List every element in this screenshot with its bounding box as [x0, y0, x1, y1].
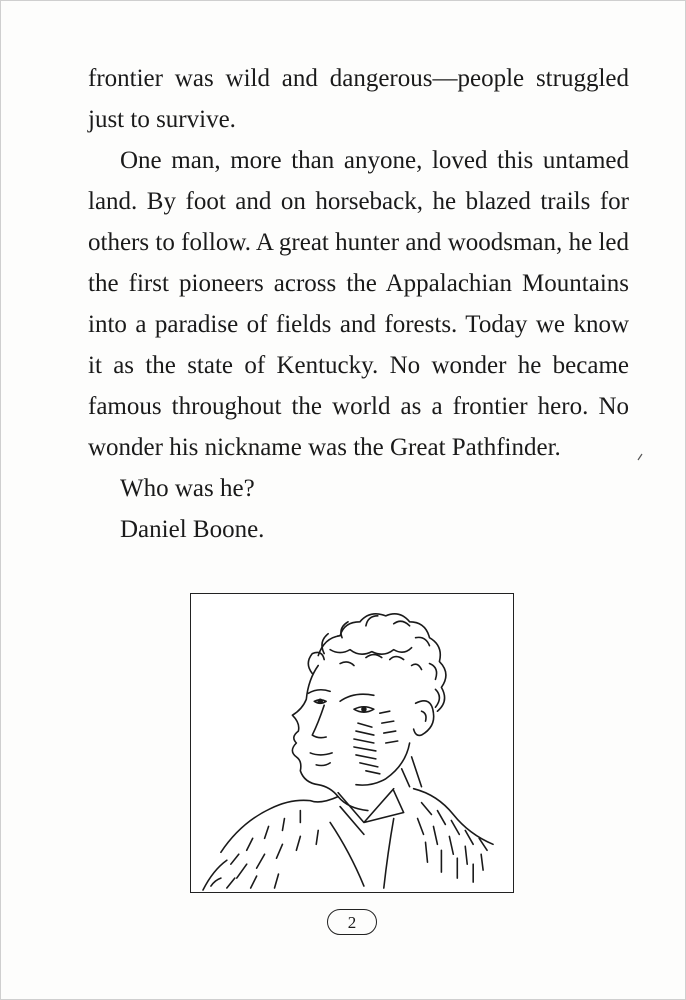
page-number-text: 2	[347, 912, 357, 932]
body-text	[88, 58, 629, 550]
paragraph-3: Who was he?	[120, 475, 255, 502]
page-number	[327, 909, 377, 935]
stray-pen-mark-icon	[637, 453, 643, 461]
paragraph-1: frontier was wild and dangerous—people struggled just to survive.	[88, 65, 629, 133]
portrait-illustration	[190, 593, 514, 893]
portrait-drawing	[191, 594, 513, 892]
paragraph-2: One man, more than anyone, loved this untamed land. By foot and on horseback, he blazed trails for others to follow. A great hunter and woodsman, he led the first pioneers across the Appalachian Mountains into a paradise of fields and forests. Today we know it as the state of Kentucky. No wonder he became famous throughout the world as a frontier hero. No wonder his nickname was the Great Pathfinder.	[88, 147, 629, 461]
paragraph-4: Daniel Boone.	[120, 516, 265, 543]
